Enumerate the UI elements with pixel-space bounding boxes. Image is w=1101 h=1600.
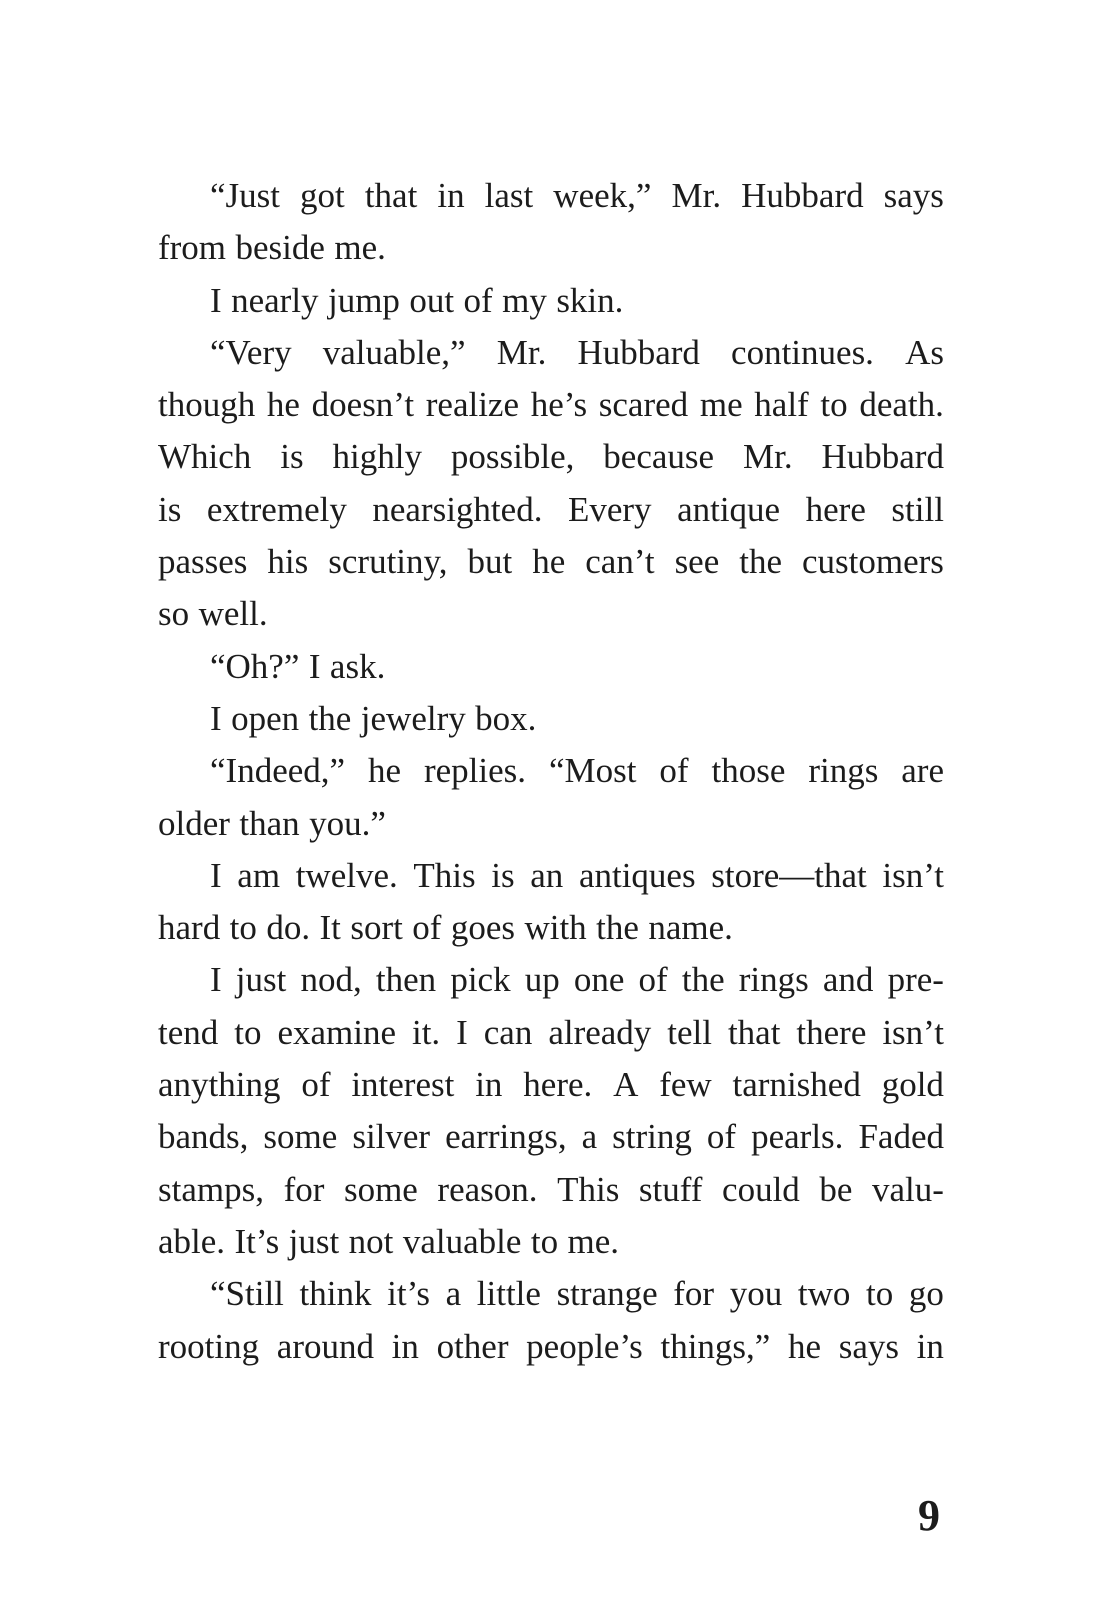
word: around bbox=[276, 1326, 374, 1366]
word: are bbox=[901, 751, 944, 791]
word: It bbox=[319, 908, 341, 948]
word: of bbox=[659, 751, 689, 791]
text-line bbox=[158, 1164, 944, 1216]
word: half bbox=[754, 385, 809, 425]
word: tend bbox=[158, 1012, 219, 1052]
word: jewelry bbox=[360, 698, 466, 738]
word: I bbox=[210, 280, 222, 320]
word: says bbox=[883, 176, 944, 215]
word: little bbox=[476, 1274, 541, 1314]
word: Every bbox=[567, 489, 652, 529]
word: to bbox=[866, 1274, 894, 1314]
word: beside bbox=[235, 228, 325, 268]
word: interest bbox=[351, 1065, 455, 1105]
word: This bbox=[413, 855, 476, 895]
word: could bbox=[722, 1169, 800, 1209]
text-line bbox=[158, 379, 944, 431]
word: valuable bbox=[402, 1221, 522, 1261]
word: that bbox=[727, 1012, 781, 1052]
word: Mr. bbox=[742, 437, 793, 477]
text-line bbox=[158, 1111, 944, 1163]
word: the bbox=[681, 960, 725, 1000]
word: is bbox=[280, 437, 304, 477]
word: though bbox=[158, 385, 256, 425]
word: that bbox=[364, 176, 418, 215]
word: few bbox=[659, 1065, 712, 1105]
text-line bbox=[158, 1268, 944, 1320]
word: out bbox=[409, 280, 455, 320]
word: of bbox=[706, 1117, 737, 1157]
word: valu- bbox=[872, 1169, 944, 1209]
word: in bbox=[916, 1326, 944, 1366]
word: doesn’t bbox=[311, 385, 415, 425]
word: and bbox=[822, 960, 874, 1000]
word: “Oh?” bbox=[210, 646, 300, 686]
word: of bbox=[638, 960, 668, 1000]
word: be bbox=[819, 1169, 853, 1209]
word: of bbox=[463, 280, 493, 320]
word: it. bbox=[411, 1012, 441, 1052]
word: than bbox=[239, 803, 300, 843]
word: antiques bbox=[578, 855, 696, 895]
text-line bbox=[158, 954, 944, 1006]
word: silver bbox=[352, 1117, 431, 1157]
word: of bbox=[301, 1065, 331, 1105]
word: is bbox=[158, 489, 182, 529]
word: can bbox=[483, 1012, 533, 1052]
word: a bbox=[581, 1117, 598, 1157]
word: you.” bbox=[309, 803, 386, 843]
word: It’s bbox=[234, 1221, 280, 1261]
word: “Most bbox=[548, 751, 637, 791]
word: am bbox=[237, 855, 281, 895]
word: tarnished bbox=[732, 1065, 861, 1105]
word: he bbox=[367, 751, 402, 791]
word: in bbox=[391, 1326, 419, 1366]
word: rings bbox=[738, 960, 809, 1000]
word: here bbox=[805, 489, 866, 529]
text-line bbox=[158, 745, 944, 797]
word: rings bbox=[808, 751, 879, 791]
word: other bbox=[436, 1326, 509, 1366]
word: pre- bbox=[887, 960, 944, 1000]
word: possible, bbox=[450, 437, 575, 477]
word: those bbox=[711, 751, 786, 791]
word: “Very bbox=[210, 332, 292, 372]
text-line bbox=[158, 588, 944, 640]
word: then bbox=[375, 960, 437, 1000]
word: me. bbox=[567, 1221, 620, 1261]
word: I bbox=[210, 960, 222, 1000]
word: a bbox=[445, 1274, 462, 1314]
word: people’s bbox=[526, 1326, 643, 1366]
word: earrings, bbox=[445, 1117, 567, 1157]
word: name. bbox=[648, 908, 733, 948]
word: pearls. bbox=[751, 1117, 844, 1157]
text-line bbox=[158, 850, 944, 902]
word: bands, bbox=[158, 1117, 249, 1157]
word: ask. bbox=[329, 646, 386, 686]
text-line bbox=[158, 641, 944, 693]
word: skin. bbox=[556, 280, 624, 320]
word: the bbox=[308, 698, 352, 738]
word: valuable,” bbox=[322, 332, 466, 372]
text-line bbox=[158, 536, 944, 588]
word: Which bbox=[158, 437, 252, 477]
word: me. bbox=[334, 228, 386, 268]
word: Faded bbox=[858, 1117, 944, 1157]
word: up bbox=[524, 960, 560, 1000]
word: Hubbard bbox=[577, 332, 700, 372]
word: my bbox=[502, 280, 547, 320]
word: can’t bbox=[585, 542, 655, 582]
word: extremely bbox=[206, 489, 347, 529]
word: still bbox=[891, 489, 944, 529]
word: in bbox=[437, 176, 465, 215]
word: string bbox=[612, 1117, 692, 1157]
word: rooting bbox=[158, 1326, 260, 1366]
text-line bbox=[158, 1059, 944, 1111]
word: he bbox=[532, 542, 566, 582]
word: death. bbox=[859, 385, 944, 425]
word: strange bbox=[556, 1274, 658, 1314]
word: isn’t bbox=[882, 855, 944, 895]
word: pick bbox=[450, 960, 511, 1000]
word: isn’t bbox=[882, 1012, 944, 1052]
word: some bbox=[263, 1117, 338, 1157]
word: in bbox=[475, 1065, 503, 1105]
text-line bbox=[158, 902, 944, 954]
word: scared bbox=[598, 385, 689, 425]
word: not bbox=[348, 1221, 394, 1261]
text-line bbox=[158, 170, 944, 222]
word: already bbox=[548, 1012, 652, 1052]
word: see bbox=[674, 542, 720, 582]
word: box. bbox=[475, 698, 537, 738]
word: realize bbox=[425, 385, 519, 425]
word: for bbox=[673, 1274, 715, 1314]
word: his bbox=[267, 542, 309, 582]
word: “Indeed,” bbox=[210, 751, 346, 791]
word: Hubbard bbox=[821, 437, 944, 477]
word: got bbox=[300, 176, 345, 215]
word: store—that bbox=[711, 855, 867, 895]
word: it’s bbox=[387, 1274, 430, 1314]
word: customers bbox=[802, 542, 944, 582]
word: he’s bbox=[530, 385, 588, 425]
word: to bbox=[820, 385, 848, 425]
word: Hubbard bbox=[741, 176, 864, 215]
word: As bbox=[905, 332, 944, 372]
word: the bbox=[739, 542, 783, 582]
word: open bbox=[231, 698, 300, 738]
word: goes bbox=[450, 908, 516, 948]
word: you bbox=[729, 1274, 783, 1314]
word: scrutiny, bbox=[328, 542, 448, 582]
word: one bbox=[573, 960, 625, 1000]
word: highly bbox=[332, 437, 422, 477]
word: week,” bbox=[553, 176, 652, 215]
word: antique bbox=[677, 489, 781, 529]
word: well. bbox=[198, 594, 268, 634]
word: but bbox=[467, 542, 513, 582]
word: tell bbox=[667, 1012, 712, 1052]
word: he bbox=[788, 1326, 822, 1366]
word: stamps, bbox=[158, 1169, 264, 1209]
word: Mr. bbox=[671, 176, 722, 215]
word: anything bbox=[158, 1065, 281, 1105]
word: an bbox=[530, 855, 564, 895]
word: A bbox=[613, 1065, 639, 1105]
word: think bbox=[299, 1274, 372, 1314]
word: do. bbox=[266, 908, 311, 948]
word: go bbox=[908, 1274, 944, 1314]
word: replies. bbox=[423, 751, 527, 791]
word: there bbox=[796, 1012, 867, 1052]
word: older bbox=[158, 803, 230, 843]
text-line bbox=[158, 798, 944, 850]
word: sort bbox=[350, 908, 403, 948]
word: nearsighted. bbox=[372, 489, 543, 529]
word: I bbox=[456, 1012, 468, 1052]
word: gold bbox=[881, 1065, 944, 1105]
word: reason. bbox=[437, 1169, 538, 1209]
text-line bbox=[158, 484, 944, 536]
word: able. bbox=[158, 1221, 226, 1261]
word: I bbox=[210, 698, 222, 738]
word: some bbox=[343, 1169, 418, 1209]
word: the bbox=[596, 908, 639, 948]
word: passes bbox=[158, 542, 248, 582]
text-line bbox=[158, 1321, 944, 1373]
word: stuff bbox=[638, 1169, 703, 1209]
word: I bbox=[210, 855, 222, 895]
word: to bbox=[229, 908, 257, 948]
text-line bbox=[158, 327, 944, 379]
word: things,” bbox=[660, 1326, 771, 1366]
text-line bbox=[158, 431, 944, 483]
text-line bbox=[158, 1007, 944, 1059]
word: hard bbox=[158, 908, 221, 948]
word: so bbox=[158, 594, 190, 634]
word: last bbox=[484, 176, 534, 215]
word: with bbox=[524, 908, 587, 948]
word: nearly bbox=[231, 280, 319, 320]
word: nod, bbox=[300, 960, 362, 1000]
word: twelve. bbox=[295, 855, 398, 895]
text-line bbox=[158, 1216, 944, 1268]
word: “Just bbox=[210, 176, 280, 215]
word: “Still bbox=[210, 1274, 284, 1314]
body-text bbox=[158, 170, 944, 1373]
word: for bbox=[283, 1169, 325, 1209]
word: just bbox=[235, 960, 287, 1000]
word: says bbox=[838, 1326, 899, 1366]
text-line bbox=[158, 275, 944, 327]
word: to bbox=[530, 1221, 559, 1261]
word: two bbox=[797, 1274, 851, 1314]
word: from bbox=[158, 228, 227, 268]
word: to bbox=[234, 1012, 262, 1052]
word: is bbox=[491, 855, 515, 895]
word: Mr. bbox=[496, 332, 547, 372]
word: just bbox=[288, 1221, 340, 1261]
word: continues. bbox=[731, 332, 874, 372]
text-line bbox=[158, 222, 944, 274]
word: here. bbox=[523, 1065, 593, 1105]
word: of bbox=[412, 908, 442, 948]
word: examine bbox=[277, 1012, 396, 1052]
word: me bbox=[699, 385, 743, 425]
word: I bbox=[308, 646, 321, 686]
word: This bbox=[557, 1169, 620, 1209]
text-line bbox=[158, 693, 944, 745]
word: jump bbox=[327, 280, 400, 320]
page-number: 9 bbox=[918, 1491, 940, 1540]
word: he bbox=[266, 385, 300, 425]
word: because bbox=[603, 437, 715, 477]
